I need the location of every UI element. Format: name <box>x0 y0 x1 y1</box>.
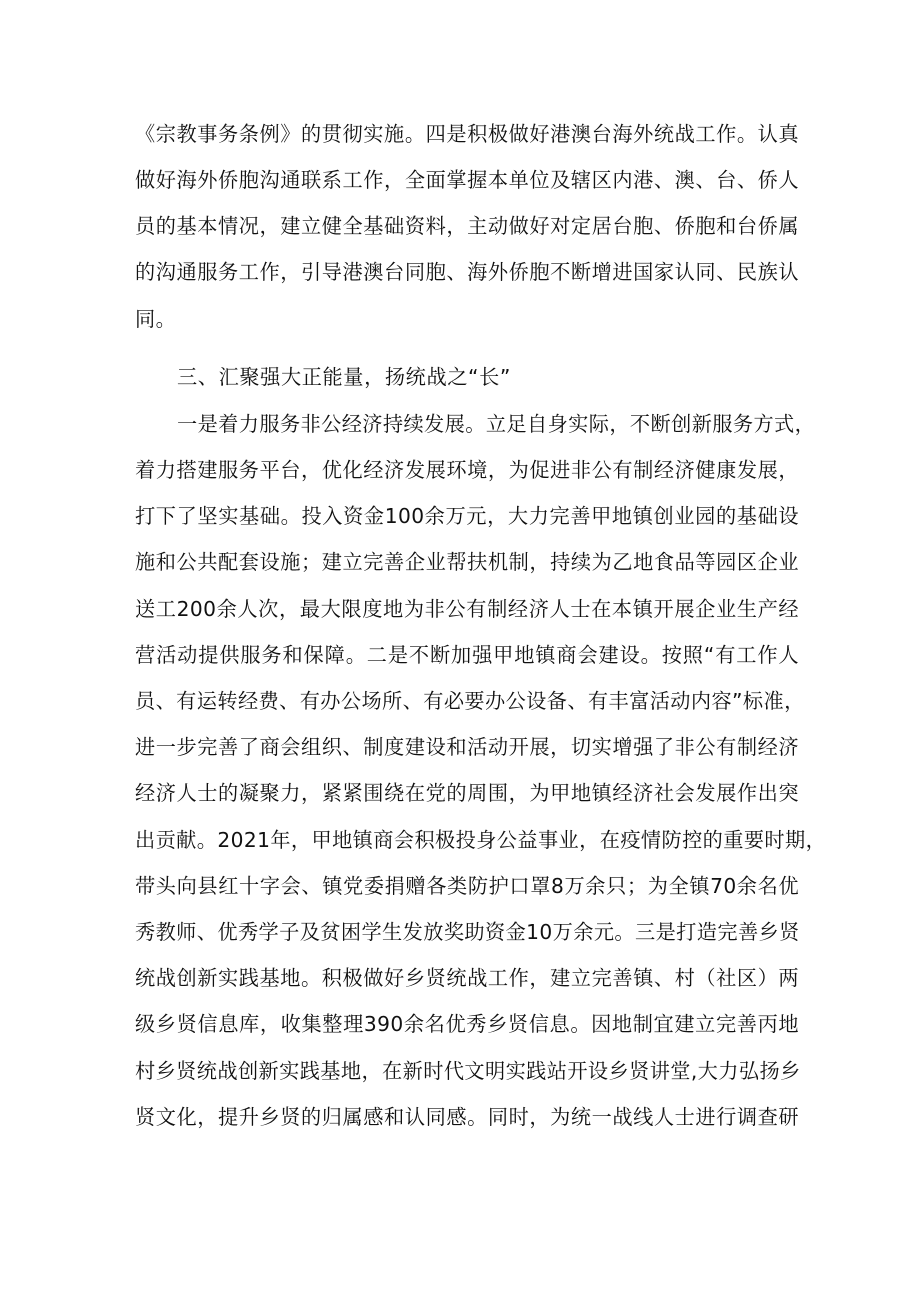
paragraph-line: 进一步完善了商会组织、制度建设和活动开展，切实增强了非公有制经济 <box>135 735 799 759</box>
paragraph-line: 员、有运转经费、有办公场所、有必要办公设备、有丰富活动内容”标准， <box>135 689 805 713</box>
paragraph-line: 送工200余人次，最大限度地为非公有制经济人士在本镇开展企业生产经 <box>135 597 799 621</box>
paragraph-line: 统战创新实践基地。积极做好乡贤统战工作，建立完善镇、村（社区）两 <box>135 966 799 990</box>
paragraph-line: 出贡献。2021年，甲地镇商会积极投身公益事业，在疫情防控的重要时期， <box>135 828 827 852</box>
paragraph-line: 带头向县红十字会、镇党委捐赠各类防护口罩8万余只；为全镇70余名优 <box>135 874 799 898</box>
section-heading: 三、汇聚强大正能量，扬统战之“长” <box>177 365 511 389</box>
paragraph-line: 打下了坚实基础。投入资金100余万元，大力完善甲地镇创业园的基础设 <box>135 504 799 528</box>
paragraph-line: 级乡贤信息库，收集整理390余名优秀乡贤信息。因地制宜建立完善丙地 <box>135 1012 799 1036</box>
paragraph-line: 经济人士的凝聚力，紧紧围绕在党的周围，为甲地镇经济社会发展作出突 <box>135 781 799 805</box>
paragraph-line: 秀教师、优秀学子及贫困学生发放奖助资金10万余元。三是打造完善乡贤 <box>135 920 800 944</box>
paragraph-line: 施和公共配套设施；建立完善企业帮扶机制，持续为乙地食品等园区企业 <box>135 550 799 574</box>
paragraph-line: 营活动提供服务和保障。二是不断加强甲地镇商会建设。按照“有工作人 <box>135 643 799 667</box>
paragraph-line: 贤文化，提升乡贤的归属感和认同感。同时，为统一战线人士进行调查研 <box>135 1105 799 1129</box>
paragraph-line: 村乡贤统战创新实践基地，在新时代文明实践站开设乡贤讲堂,大力弘扬乡 <box>135 1059 801 1083</box>
paragraph-line: 着力搭建服务平台，优化经济发展环境，为促进非公有制经济健康发展， <box>135 458 799 482</box>
paragraph-line: 《宗教事务条例》的贯彻实施。四是积极做好港澳台海外统战工作。认真 <box>135 122 799 146</box>
paragraph-line: 的沟通服务工作，引导港澳台同胞、海外侨胞不断增进国家认同、民族认 <box>135 260 799 284</box>
paragraph-line: 一是着力服务非公经济持续发展。立足自身实际，不断创新服务方式， <box>177 412 816 436</box>
paragraph-line: 做好海外侨胞沟通联系工作，全面掌握本单位及辖区内港、澳、台、侨人 <box>135 168 799 192</box>
paragraph-line: 同。 <box>135 307 177 331</box>
paragraph-line: 员的基本情况，建立健全基础资料，主动做好对定居台胞、侨胞和台侨属 <box>135 214 799 238</box>
